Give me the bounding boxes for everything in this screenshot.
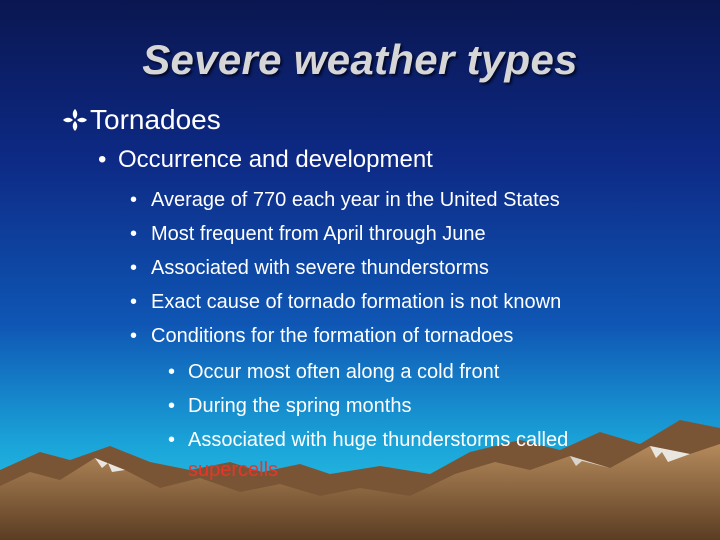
- heading-text: Tornadoes: [90, 104, 221, 135]
- point-text: Conditions for the formation of tornadoes: [151, 325, 514, 347]
- bullet-dot: •: [130, 189, 138, 211]
- subheading-line: [98, 146, 433, 174]
- point-text: Associated with severe thunderstorms: [151, 257, 489, 279]
- bullet-dot: •: [168, 395, 176, 417]
- point-item: [130, 183, 561, 217]
- point-item: [130, 217, 561, 251]
- point-item: [130, 251, 561, 285]
- slide-title: Severe weather types: [142, 36, 578, 83]
- subpoints-list: [168, 355, 568, 457]
- subpoint-item: [168, 355, 568, 389]
- bullet-dot: •: [98, 146, 107, 173]
- subheading-text: Occurrence and development: [118, 146, 433, 173]
- point-text: Average of 770 each year in the United States: [151, 189, 560, 211]
- bullet-dot: •: [168, 429, 176, 451]
- point-text: Most frequent from April through June: [151, 223, 486, 245]
- point-item: [130, 285, 561, 319]
- point-text: Exact cause of tornado formation is not known: [151, 291, 562, 313]
- bullet-dot: •: [130, 291, 138, 313]
- supercells-term: supercells: [188, 459, 279, 481]
- subpoint-text: Occur most often along a cold front: [188, 361, 500, 383]
- bullet-dot: •: [168, 361, 176, 383]
- bullet-dot: •: [130, 257, 138, 279]
- bullet-dot: •: [130, 223, 138, 245]
- heading-line: [62, 104, 221, 136]
- bullet-dot: •: [130, 325, 138, 347]
- subpoint-item: [168, 389, 568, 423]
- points-list: [130, 183, 561, 353]
- subpoint-text: During the spring months: [188, 395, 412, 417]
- point-item: [130, 319, 561, 353]
- subpoint-text: Associated with huge thunderstorms called: [188, 429, 569, 451]
- subpoint-item: [168, 423, 568, 457]
- diamond-clover-bullet-icon: [62, 106, 88, 134]
